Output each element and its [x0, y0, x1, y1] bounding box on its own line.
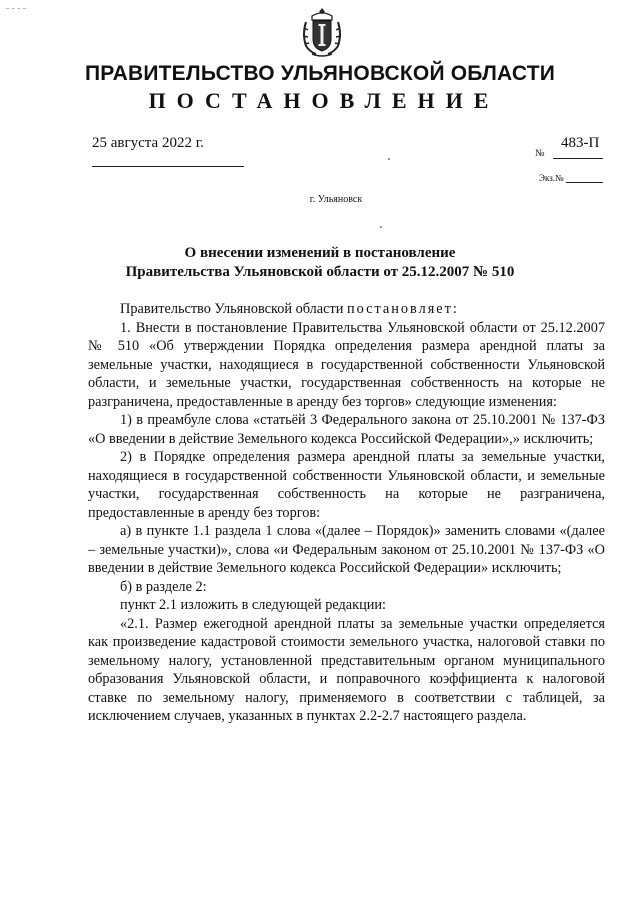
body-intro	[88, 300, 605, 319]
document-body	[88, 300, 605, 726]
body-paragraph-2: 1) в преамбуле слова «статьёй 3 Федерального закона от 25.10.2001 № 137-ФЗ «О введении в действие Земельного кодекса Российской Федерации»,» исключить;	[88, 412, 605, 447]
document-number: 483-П	[561, 135, 600, 151]
body-paragraph-5: б) в разделе 2:	[120, 578, 207, 595]
number-label: №	[535, 148, 545, 159]
scan-mark	[6, 8, 26, 9]
body-paragraph-1: 1. Внести в постановление Правительства Ульяновской области от 25.12.2007 № 510 «Об утверждении Порядка определения размера арендной платы за земельные участки, находящиеся в государственной собственности Ульяновской области, и земельные участки, государственная собственность на которые не разграничена, предоставленные в аренду без торгов» следующие изменения:	[88, 319, 605, 410]
body-paragraph-6: пункт 2.1 изложить в следующей редакции:	[120, 597, 387, 613]
body-paragraph-7: «2.1. Размер ежегодной арендной платы за земельные участки определяется как произведение кадастровой стоимости земельного участка, налоговой ставки по земельному налогу, установленной представительным органом муниципального образования Ульяновской области, и поправочного коэффициента к налоговой ставке по земельному налогу, применяемого в соответствии с таблицей, за исключением случаев, указанных в пунктах 2.2-2.7 настоящего раздела.	[88, 615, 605, 724]
number-underline	[553, 158, 603, 159]
body-paragraph-3: 2) в Порядке определения размера арендной платы за земельные участки, находящиеся в государственной собственности Ульяновской области, и земельные участки, государственная собственность на которые не разграничена, предоставленные в аренду без торгов:	[88, 449, 605, 521]
document-title	[92, 244, 548, 282]
document-type: ПОСТАНОВЛЕНИЕ	[148, 88, 500, 113]
scan-speck	[380, 226, 382, 228]
intro-verb: постановляет:	[346, 301, 459, 317]
copy-number-underline	[566, 182, 603, 183]
body-paragraph-4: а) в пункте 1.1 раздела 1 слова «(далее – Порядок)» заменить словами «(далее – земельные участки)», слова «и Федеральным законом от 25.10.2001 № 137-ФЗ «О введении в действие Земельного кодекса Российской Федерации» исключить;	[88, 523, 605, 576]
document-date: 25 августа 2022 г.	[92, 135, 204, 151]
date-underline	[92, 166, 244, 167]
title-line-1: О внесении изменений в постановление	[184, 245, 456, 261]
copy-number-label: Экз.№	[539, 173, 564, 183]
scan-speck	[388, 158, 390, 160]
intro-prefix: Правительство Ульяновской области	[120, 301, 347, 317]
city-name: г. Ульяновск	[309, 194, 363, 205]
government-name: ПРАВИТЕЛЬСТВО УЛЬЯНОВСКОЙ ОБЛАСТИ	[84, 62, 556, 85]
title-line-2: Правительства Ульяновской области от 25.12.2007 № 510	[125, 264, 515, 280]
coat-of-arms-icon	[300, 6, 344, 58]
